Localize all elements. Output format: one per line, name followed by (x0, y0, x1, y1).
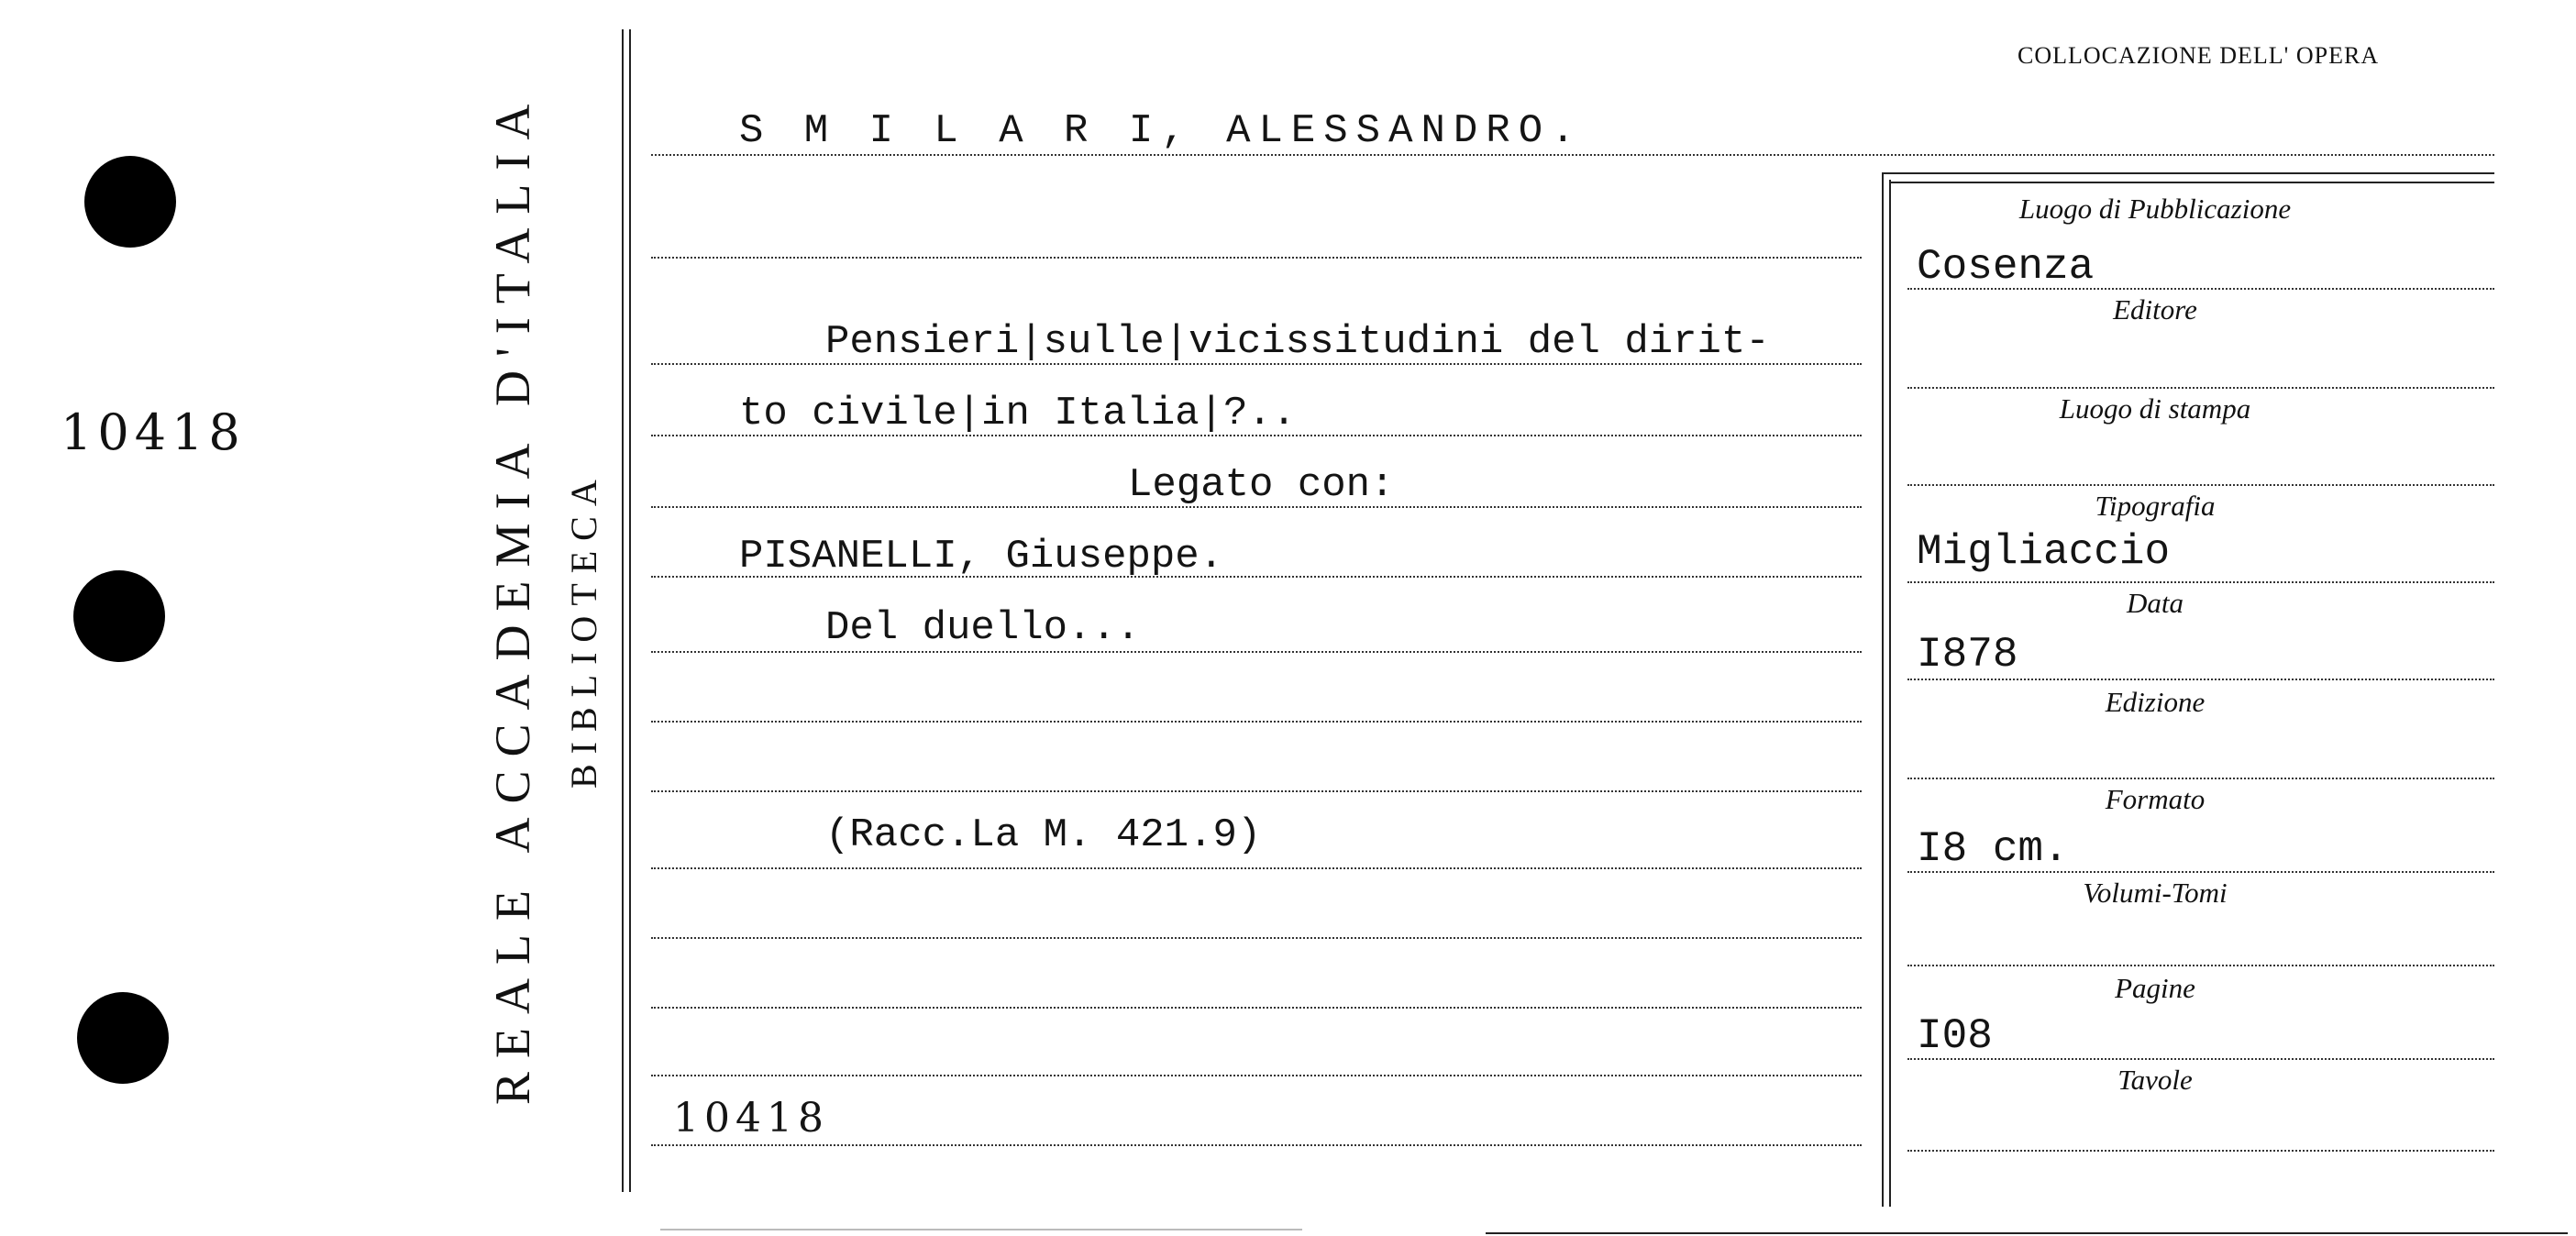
field-line-formato (1907, 871, 2494, 873)
field-line-luogo-stampa (1907, 484, 2494, 486)
title-line-1: Pensieri|sulle|vicissitudini del dirit- (825, 319, 1770, 365)
guide-line-1 (651, 154, 2494, 156)
guide-line-10 (651, 867, 1862, 869)
bound-with-label: Legato con: (1128, 462, 1395, 508)
punch-hole-bottom (77, 992, 169, 1084)
collocazione-label: COLLOCAZIONE DELL' OPERA (2018, 42, 2380, 69)
guide-line-2 (651, 257, 1862, 259)
guide-line-8 (651, 721, 1862, 723)
author-name: S M I L A R I, ALESSANDRO. (739, 108, 1584, 154)
data-label: Data (2127, 587, 2184, 619)
guide-line-9 (651, 790, 1862, 792)
side-number: 10418 (61, 403, 246, 461)
field-line-edizione (1907, 778, 2494, 779)
field-line-data (1907, 679, 2494, 680)
guide-line-14 (651, 1144, 1862, 1146)
tipografia-label: Tipografia (2095, 490, 2216, 522)
collection-shelfmark: (Racc.La M. 421.9) (825, 812, 1262, 858)
edizione-label: Edizione (2105, 686, 2206, 718)
guide-line-11 (651, 937, 1862, 939)
pagine-label: Pagine (2115, 972, 2195, 1004)
box-top-rule-outer (1882, 172, 2494, 174)
box-top-rule-inner (1889, 182, 2494, 183)
second-author: PISANELLI, Giuseppe. (739, 534, 1224, 579)
field-line-volumi-tomi (1907, 965, 2494, 966)
left-rule-outer (622, 29, 624, 1192)
tavole-label: Tavole (2117, 1064, 2193, 1096)
field-line-tipografia (1907, 581, 2494, 583)
title-line-2: to civile|in Italia|?.. (739, 391, 1297, 436)
second-title: Del duello... (825, 605, 1141, 651)
pagine-value: I08 (1917, 1012, 1993, 1060)
punch-hole-top (84, 156, 176, 248)
library-title: BIBLIOTECA (563, 469, 604, 789)
bottom-edge-left (660, 1229, 1302, 1230)
punch-hole-middle (73, 570, 165, 662)
editore-label: Editore (2113, 293, 2197, 326)
guide-line-13 (651, 1075, 1862, 1076)
tipografia-value: Migliaccio (1917, 528, 2171, 576)
luogo-stampa-label: Luogo di stampa (2059, 392, 2251, 425)
footer-number: 10418 (673, 1095, 829, 1142)
guide-line-7 (651, 651, 1862, 653)
luogo-pubblicazione-label: Luogo di Pubblicazione (2018, 193, 2292, 225)
field-line-editore (1907, 387, 2494, 389)
formato-label: Formato (2105, 783, 2206, 815)
field-line-tavole (1907, 1150, 2494, 1152)
volumi-tomi-label: Volumi-Tomi (2083, 877, 2228, 909)
formato-value: I8 cm. (1917, 825, 2069, 873)
data-value: I878 (1917, 631, 2018, 679)
field-line-luogo-pubblicazione (1907, 288, 2494, 290)
guide-line-12 (651, 1007, 1862, 1009)
luogo-pubblicazione-value: Cosenza (1917, 243, 2095, 291)
field-line-pagine (1907, 1058, 2494, 1060)
bottom-edge-right (1486, 1232, 2568, 1234)
left-rule-inner (629, 29, 631, 1192)
institution-title: REALE ACCADEMIA D'ITALIA (485, 90, 540, 1105)
